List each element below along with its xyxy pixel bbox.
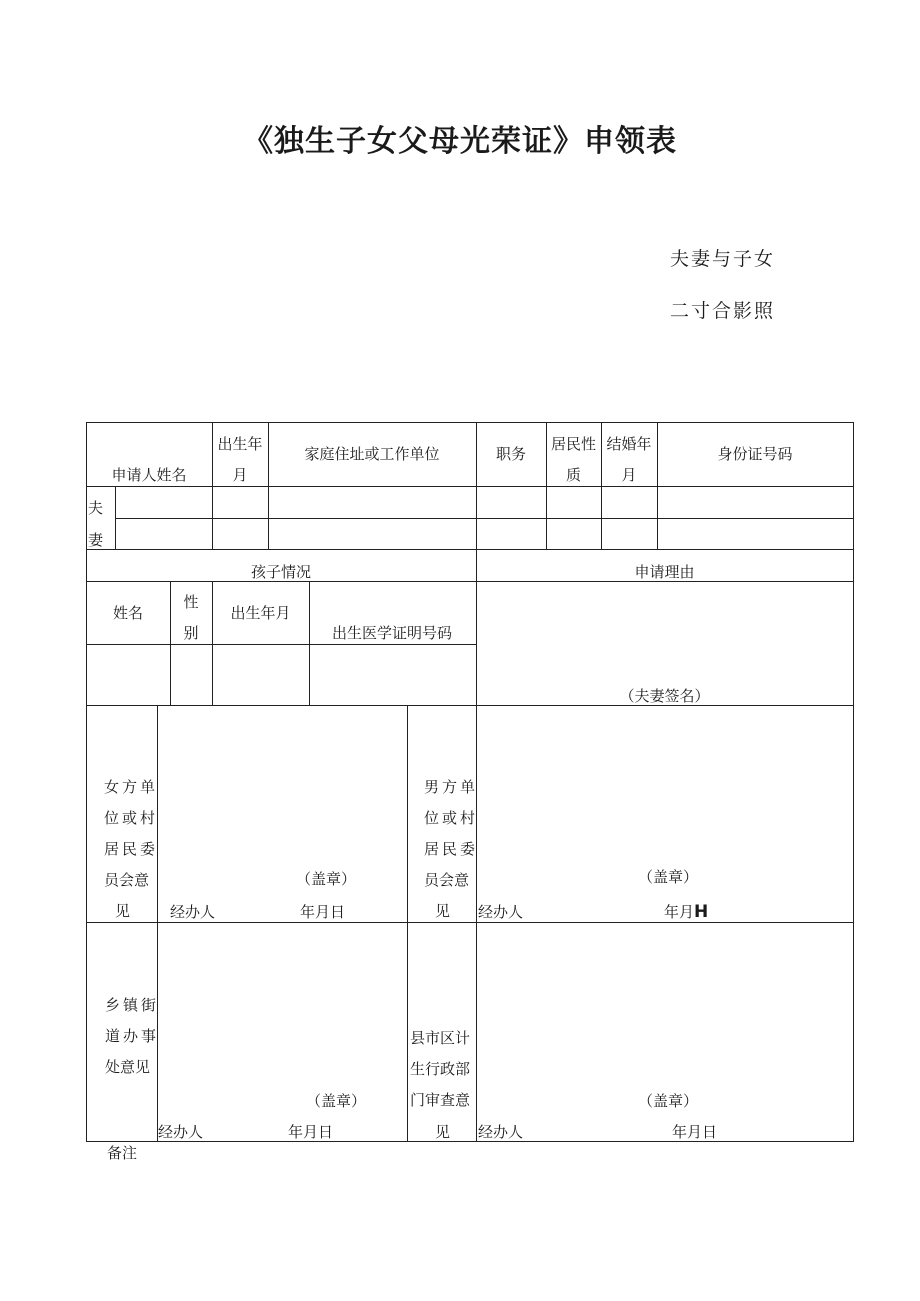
page-title: 《独生子女父母光荣证》申领表 xyxy=(243,124,677,159)
male-unit-label-line3: 居民委 xyxy=(424,840,479,858)
photo-note-line2: 二寸合影照 xyxy=(670,300,776,322)
female-unit-stamp: （盖章） xyxy=(296,870,357,888)
children-col-name: 姓名 xyxy=(112,604,143,622)
county-label-line3: 门审查意 xyxy=(410,1091,471,1109)
header-resident-line1: 居民性 xyxy=(550,435,596,453)
county-label-line4: 见 xyxy=(435,1123,451,1141)
male-unit-label-line4: 员会意 xyxy=(424,871,470,889)
township-handler: 经办人 xyxy=(158,1123,204,1141)
reason-signature: （夫妻签名） xyxy=(619,687,710,705)
header-resident-line2: 质 xyxy=(565,466,581,484)
header-marriage-line1: 结婚年 xyxy=(606,435,652,453)
male-unit-label-line1: 男方单 xyxy=(424,778,479,796)
header-address: 家庭住址或工作单位 xyxy=(304,445,440,463)
county-handler: 经办人 xyxy=(478,1123,524,1141)
county-date: 年月日 xyxy=(672,1123,718,1141)
male-unit-label-line5: 见 xyxy=(435,902,451,920)
children-col-cert: 出生医学证明号码 xyxy=(332,624,453,642)
header-id-number: 身份证号码 xyxy=(717,445,793,463)
remarks-label: 备注 xyxy=(107,1144,138,1162)
township-label-line2: 道办事 xyxy=(105,1027,160,1045)
children-col-gender-line2: 别 xyxy=(183,624,199,642)
township-label-line1: 乡镇街 xyxy=(105,996,160,1014)
male-unit-date xyxy=(664,904,708,920)
children-col-birth: 出生年月 xyxy=(230,604,291,622)
township-label-line3: 处意见 xyxy=(105,1058,151,1076)
children-col-gender-line1: 性 xyxy=(183,593,199,611)
photo-note-line1: 夫妻与子女 xyxy=(670,248,776,270)
row-label-wife: 妻 xyxy=(88,531,104,549)
children-section-title: 孩子情况 xyxy=(250,563,311,581)
county-stamp: （盖章） xyxy=(638,1092,699,1110)
reason-section-title: 申请理由 xyxy=(634,563,695,581)
header-birth-line1: 出生年 xyxy=(217,435,263,453)
county-label-line2: 生行政部 xyxy=(410,1060,471,1078)
female-unit-handler: 经办人 xyxy=(170,903,216,921)
header-applicant-name: 申请人姓名 xyxy=(111,466,187,484)
header-birth-line2: 月 xyxy=(232,466,248,484)
row-label-husband: 夫 xyxy=(88,499,104,517)
male-unit-handler: 经办人 xyxy=(478,903,524,921)
female-unit-label-line1: 女方单 xyxy=(104,778,159,796)
header-position: 职务 xyxy=(495,445,526,463)
male-unit-stamp: （盖章） xyxy=(638,868,699,886)
male-unit-date-suffix: H xyxy=(694,902,709,922)
female-unit-label-line5: 见 xyxy=(115,902,131,920)
header-marriage-line2: 月 xyxy=(621,466,637,484)
male-unit-date-text: 年月 xyxy=(664,903,695,921)
township-stamp: （盖章） xyxy=(306,1092,367,1110)
county-label-line1: 县市区计 xyxy=(410,1029,471,1047)
female-unit-label-line3: 居民委 xyxy=(104,840,159,858)
female-unit-date: 年月日 xyxy=(300,903,346,921)
female-unit-label-line4: 员会意 xyxy=(104,871,150,889)
male-unit-label-line2: 位或村 xyxy=(424,809,479,827)
township-date: 年月日 xyxy=(288,1123,334,1141)
female-unit-label-line2: 位或村 xyxy=(104,809,159,827)
